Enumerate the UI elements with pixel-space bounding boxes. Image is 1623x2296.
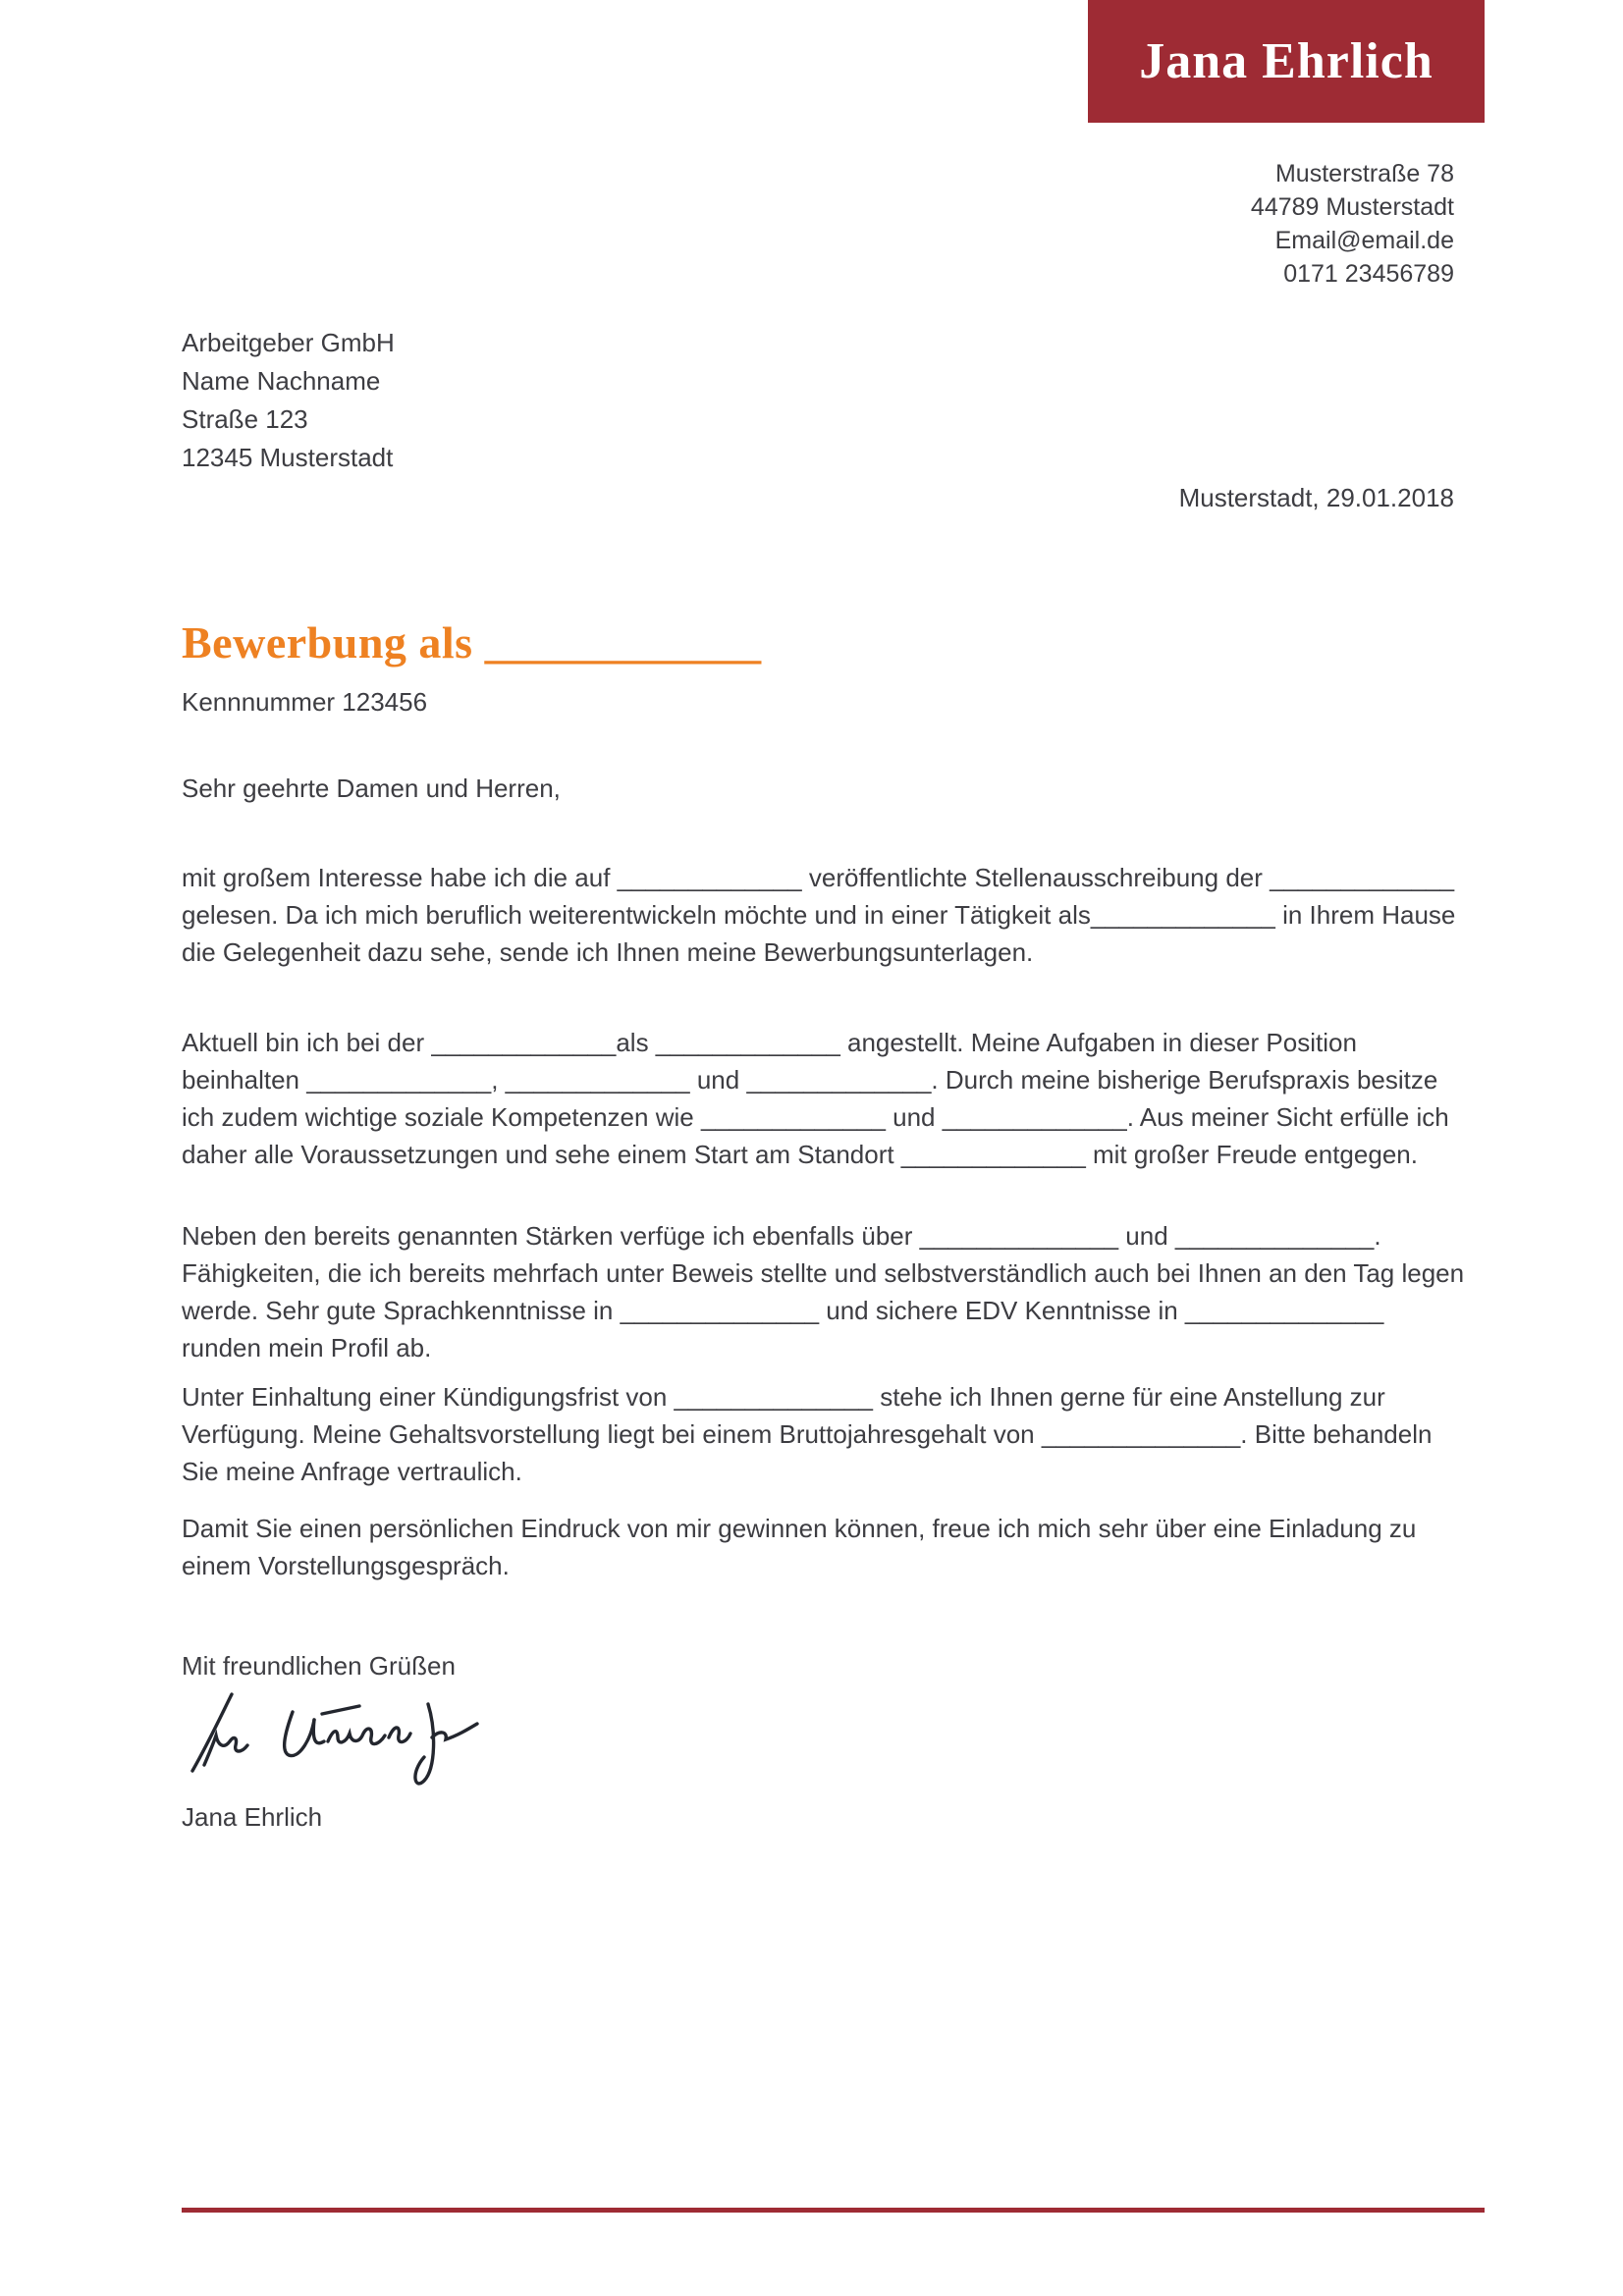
recipient-address-line: 12345 Musterstadt: [182, 443, 394, 472]
sender-address-line: 0171 23456789: [1283, 260, 1454, 288]
sender-address: [1251, 157, 1454, 291]
body-paragraph: Damit Sie einen persönlichen Eindruck von mir gewinnen können, freue ich mich sehr über eine Einladung zu einem Vorstellungsgespräch.: [182, 1514, 1417, 1580]
subject-blank-line: ____________: [484, 617, 762, 667]
letterhead-name: Jana Ehrlich: [1139, 33, 1434, 89]
closing-salutation: Mit freundlichen Grüßen: [182, 1651, 456, 1681]
body-paragraph: Neben den bereits genannten Stärken verfüge ich ebenfalls über ______________ und ______________. Fähigkeiten, die ich bereits mehrfach unter Beweis stellte und selbstverständlich auch bei Ihnen an den Tag legen werde. Sehr gute Sprachkenntnisse in ______________ und sichere EDV Kenntnisse in ______________ runden mein Profil ab.: [182, 1221, 1465, 1362]
signature-handwriting-icon: [175, 1686, 528, 1794]
subject-heading: [182, 616, 762, 668]
recipient-address-line: Name Nachname: [182, 366, 381, 396]
sender-address-line: Email@email.de: [1274, 227, 1454, 254]
recipient-address-line: Arbeitgeber GmbH: [182, 328, 395, 357]
body-paragraph: mit großem Interesse habe ich die auf _____________ veröffentlichte Stellenausschreibung der _____________ gelesen. Da ich mich beruflich weiterentwickeln möchte und in einer Tätigkeit als_____________ in Ihrem Hause die Gelegenheit dazu sehe, sende ich Ihnen meine Bewerbungsunterlagen.: [182, 863, 1456, 967]
letterhead-name-box: [1088, 0, 1485, 123]
body-paragraph: Aktuell bin ich bei der _____________als _____________ angestellt. Meine Aufgaben in dieser Position beinhalten _____________, _____________ und _____________. Durch meine bisherige Berufspraxis besitze ich zudem wichtige soziale Kompetenzen wie _____________ und _____________. Aus meiner Sicht erfülle ich daher alle Voraussetzungen und sehe einem Start am Standort _____________ mit großer Freude entgegen.: [182, 1028, 1449, 1169]
sender-address-line: 44789 Musterstadt: [1250, 193, 1454, 221]
salutation: Sehr geehrte Damen und Herren,: [182, 774, 561, 803]
recipient-address: [182, 324, 395, 477]
subject-title: Bewerbung als: [182, 617, 485, 667]
body-paragraph: Unter Einhaltung einer Kündigungsfrist von ______________ stehe ich Ihnen gerne für eine Anstellung zur Verfügung. Meine Gehaltsvorstellung liegt bei einem Bruttojahresgehalt von ______________. Bitte behandeln Sie meine Anfrage vertraulich.: [182, 1382, 1433, 1486]
date-line: Musterstadt, 29.01.2018: [1178, 483, 1454, 512]
recipient-address-line: Straße 123: [182, 404, 308, 434]
reference-number: Kennnummer 123456: [182, 687, 428, 717]
footer-rule: [182, 2208, 1485, 2213]
sender-address-line: Musterstraße 78: [1274, 160, 1454, 187]
signature-name: Jana Ehrlich: [182, 1802, 323, 1832]
